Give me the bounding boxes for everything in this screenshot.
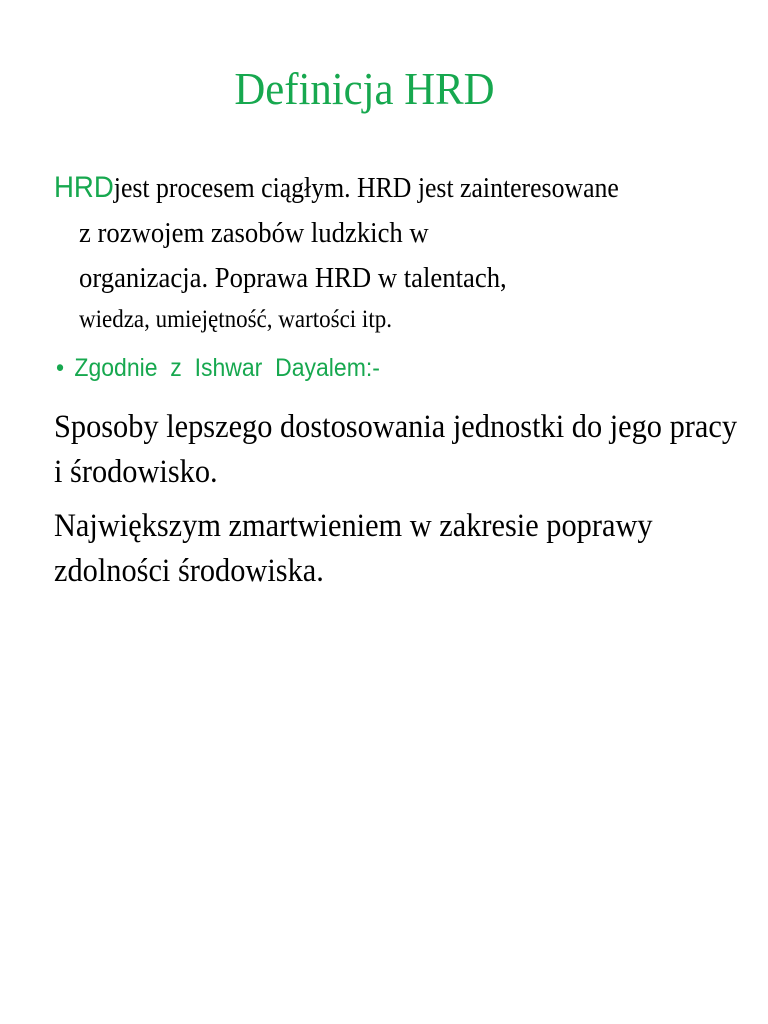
- slide-title: Definicja HRD: [234, 63, 495, 114]
- definition-line-1: [54, 168, 668, 209]
- body-paragraph-1-line-2: i środowisko.: [54, 454, 218, 490]
- definition-line-4: wiedza, umiejętność, wartości itp.: [79, 306, 392, 333]
- definition-line-2: z rozwojem zasobów ludzkich w: [79, 217, 429, 249]
- bullet-text: Zgodnie z Ishwar Dayalem:-: [74, 354, 380, 382]
- definition-line-3: organizacja. Poprawa HRD w talentach,: [79, 262, 507, 294]
- bullet-marker: •: [56, 354, 65, 382]
- body-paragraph-2-line-2: zdolności środowiska.: [54, 553, 324, 589]
- bullet-item: [56, 351, 380, 385]
- body-paragraph-2-line-1: Największym zmartwieniem w zakresie poprawy: [54, 508, 653, 544]
- definition-lead: HRD: [54, 171, 114, 204]
- body-paragraph-1-line-1: Sposoby lepszego dostosowania jednostki do jego pracy: [54, 409, 737, 445]
- definition-line-1-text: jest procesem ciągłym. HRD jest zainteresowane: [113, 173, 619, 204]
